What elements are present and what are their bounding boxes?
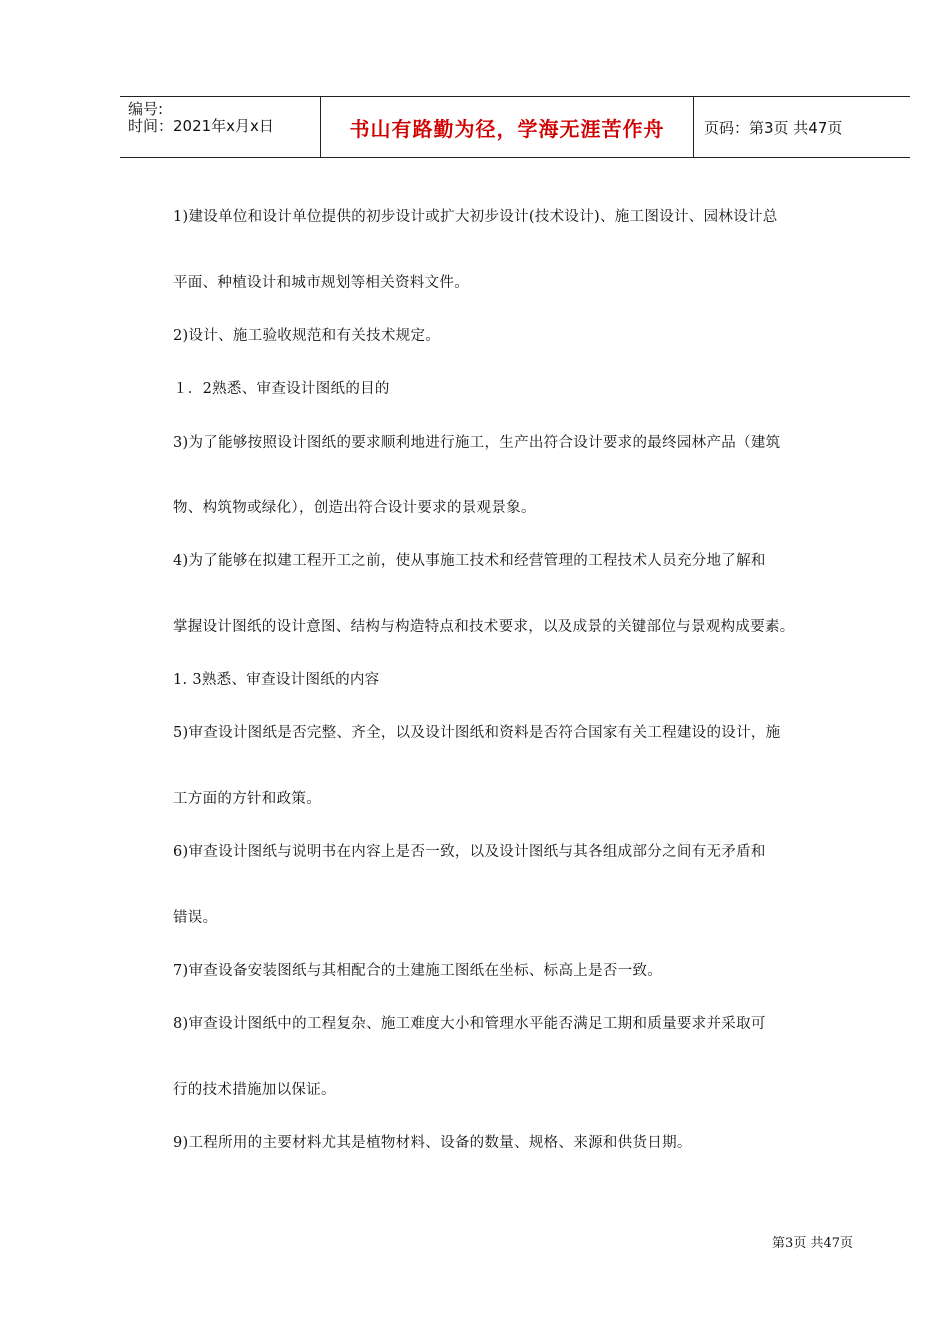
body-line: 7)审查设备安装图纸与其相配合的土建施工图纸在坐标、标高上是否一致。	[173, 963, 663, 979]
footer-page-number: 第3页 共47页	[772, 1236, 853, 1251]
time-label: 时间：2021年x月x日	[128, 117, 274, 135]
section-heading: １．2熟悉、审查设计图纸的目的	[173, 381, 390, 397]
header-page-info: 页码：第3页 共47页	[704, 118, 843, 137]
body-line: 物、构筑物或绿化），创造出符合设计要求的景观景象。	[173, 500, 536, 516]
body-line: 5)审查设计图纸是否完整、齐全，以及设计图纸和资料是否符合国家有关工程建设的设计，施	[173, 725, 781, 741]
body-line: 掌握设计图纸的设计意图、结构与构造特点和技术要求，以及成景的关键部位与景观构成要素。	[173, 619, 795, 635]
body-line: 平面、种植设计和城市规划等相关资料文件。	[173, 275, 469, 291]
motto-text: 书山有路勤为径，学海无涯苦作舟	[349, 116, 665, 141]
body-line: 行的技术措施加以保证。	[173, 1082, 336, 1098]
section-heading: 1. 3熟悉、审查设计图纸的内容	[173, 672, 380, 688]
header-meta-cell	[120, 97, 321, 157]
header-motto-cell	[321, 97, 694, 157]
body-line: 4)为了能够在拟建工程开工之前，使从事施工技术和经营管理的工程技术人员充分地了解和	[173, 553, 766, 569]
document-header	[120, 96, 910, 158]
header-page-cell	[694, 97, 910, 157]
body-line: 9)工程所用的主要材料尤其是植物材料、设备的数量、规格、来源和供货日期。	[173, 1135, 692, 1151]
body-line: 8)审查设计图纸中的工程复杂、施工难度大小和管理水平能否满足工期和质量要求并采取可	[173, 1016, 766, 1032]
body-line: 工方面的方针和政策。	[173, 791, 321, 807]
body-line: 2)设计、施工验收规范和有关技术规定。	[173, 328, 441, 344]
body-line: 1)建设单位和设计单位提供的初步设计或扩大初步设计(技术设计)、施工图设计、园林设计总	[173, 209, 778, 225]
body-line: 3)为了能够按照设计图纸的要求顺利地进行施工，生产出符合设计要求的最终园林产品（建筑	[173, 435, 781, 451]
number-label: 编号:	[128, 100, 164, 118]
body-line: 6)审查设计图纸与说明书在内容上是否一致，以及设计图纸与其各组成部分之间有无矛盾和	[173, 844, 766, 860]
body-line: 错误。	[173, 910, 218, 926]
